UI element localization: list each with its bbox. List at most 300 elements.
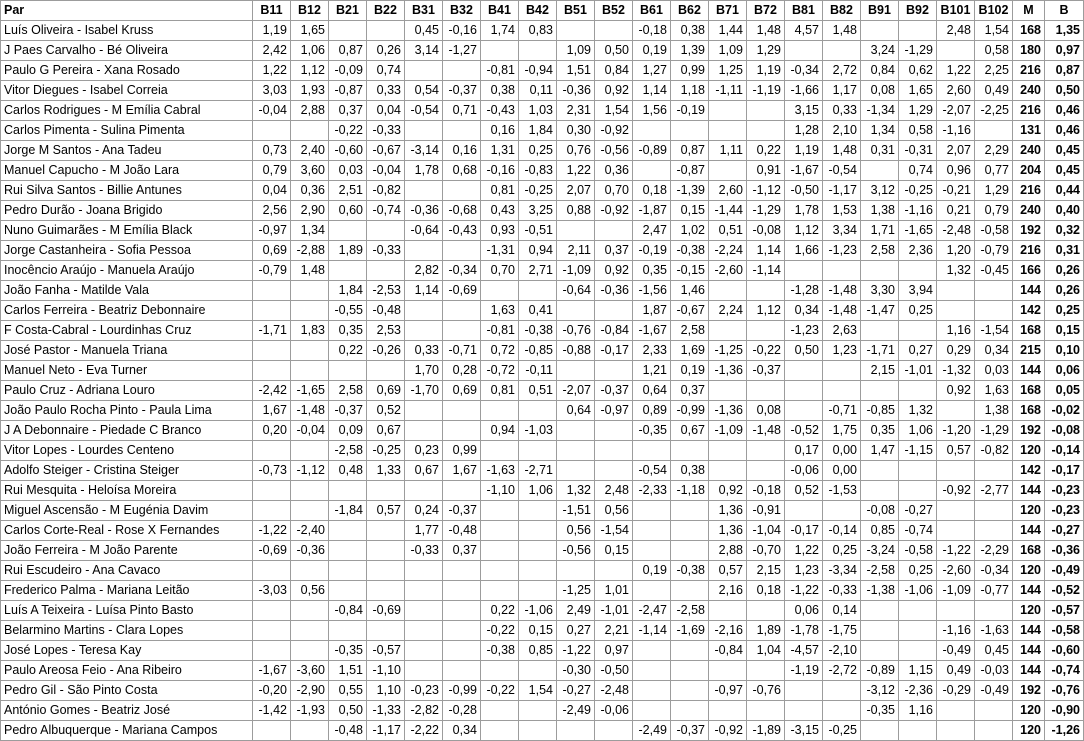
table-row: [1, 121, 1084, 141]
score-cell: [823, 681, 861, 701]
score-cell: [481, 721, 519, 741]
score-cell: 1,16: [899, 701, 937, 721]
score-cell: -0,36: [291, 541, 329, 561]
pair-name-cell: António Gomes - Beatriz José: [1, 701, 253, 721]
score-cell: [443, 61, 481, 81]
table-row: [1, 501, 1084, 521]
score-cell: [481, 701, 519, 721]
score-cell: [443, 661, 481, 681]
table-row: [1, 401, 1084, 421]
score-cell: [253, 361, 291, 381]
score-cell: -0,97: [253, 221, 291, 241]
score-cell: 1,01: [595, 581, 633, 601]
score-cell: 2,71: [519, 261, 557, 281]
column-header: B92: [899, 1, 937, 21]
score-cell: [291, 341, 329, 361]
score-cell: 1,89: [747, 621, 785, 641]
score-cell: -0,73: [253, 461, 291, 481]
table-row: [1, 61, 1084, 81]
score-cell: 1,32: [937, 261, 975, 281]
score-cell: [595, 461, 633, 481]
pair-name-cell: Nuno Guimarães - M Emília Black: [1, 221, 253, 241]
score-cell: 1,51: [557, 61, 595, 81]
score-cell: [253, 121, 291, 141]
score-cell: [253, 341, 291, 361]
score-cell: -0,76: [747, 681, 785, 701]
score-cell: [443, 481, 481, 501]
score-cell: -0,38: [481, 641, 519, 661]
score-cell: 0,23: [405, 441, 443, 461]
score-cell: [519, 281, 557, 301]
score-cell: -1,48: [747, 421, 785, 441]
score-cell: -0,35: [329, 641, 367, 661]
score-cell: 2,63: [823, 321, 861, 341]
score-cell: [405, 661, 443, 681]
score-cell: 0,52: [785, 481, 823, 501]
score-cell: 0,33: [823, 101, 861, 121]
score-cell: [291, 441, 329, 461]
score-cell: [557, 441, 595, 461]
score-cell: -3,12: [861, 681, 899, 701]
score-cell: [253, 281, 291, 301]
table-row: [1, 141, 1084, 161]
b-value-cell: 0,87: [1045, 61, 1084, 81]
score-cell: 1,38: [861, 201, 899, 221]
score-cell: [291, 281, 329, 301]
score-cell: 0,19: [633, 41, 671, 61]
table-row: [1, 461, 1084, 481]
score-cell: -0,82: [367, 181, 405, 201]
score-cell: 0,60: [329, 201, 367, 221]
score-cell: 0,71: [443, 101, 481, 121]
score-cell: -2,72: [823, 661, 861, 681]
pair-name-cell: Miguel Ascensão - M Eugénia Davim: [1, 501, 253, 521]
score-cell: [481, 581, 519, 601]
score-cell: -2,25: [975, 101, 1013, 121]
score-cell: 1,21: [633, 361, 671, 381]
score-cell: -2,58: [861, 561, 899, 581]
score-cell: 1,48: [747, 21, 785, 41]
score-cell: 0,34: [975, 341, 1013, 361]
score-cell: -1,16: [899, 201, 937, 221]
score-cell: [329, 541, 367, 561]
score-cell: [519, 581, 557, 601]
score-cell: [709, 121, 747, 141]
score-cell: 1,02: [671, 221, 709, 241]
score-cell: 0,19: [633, 561, 671, 581]
score-cell: -0,14: [823, 521, 861, 541]
column-header: B52: [595, 1, 633, 21]
score-cell: 2,51: [329, 181, 367, 201]
score-cell: -1,29: [747, 201, 785, 221]
score-cell: [443, 601, 481, 621]
score-cell: 1,27: [633, 61, 671, 81]
score-cell: -0,82: [975, 441, 1013, 461]
score-cell: 2,33: [633, 341, 671, 361]
score-cell: 1,63: [975, 381, 1013, 401]
score-cell: -0,97: [709, 681, 747, 701]
pair-name-cell: João Paulo Rocha Pinto - Paula Lima: [1, 401, 253, 421]
score-cell: -0,33: [367, 121, 405, 141]
score-cell: -0,57: [367, 641, 405, 661]
score-cell: [937, 601, 975, 621]
b-value-cell: 0,44: [1045, 181, 1084, 201]
score-cell: -3,15: [785, 721, 823, 741]
score-cell: 0,92: [595, 261, 633, 281]
score-cell: 0,18: [633, 181, 671, 201]
score-cell: [291, 121, 329, 141]
score-cell: [291, 621, 329, 641]
score-cell: 0,49: [975, 81, 1013, 101]
score-cell: [937, 501, 975, 521]
score-cell: 0,92: [937, 381, 975, 401]
score-cell: [405, 61, 443, 81]
score-cell: [481, 401, 519, 421]
table-row: [1, 421, 1084, 441]
score-cell: -2,07: [937, 101, 975, 121]
column-header: B71: [709, 1, 747, 21]
pair-name-cell: Jorge Castanheira - Sofia Pessoa: [1, 241, 253, 261]
score-cell: -1,01: [899, 361, 937, 381]
score-cell: [861, 621, 899, 641]
score-cell: 0,15: [519, 621, 557, 641]
score-cell: 2,21: [595, 621, 633, 641]
score-cell: [367, 481, 405, 501]
score-cell: 1,69: [671, 341, 709, 361]
score-cell: -3,34: [823, 561, 861, 581]
score-cell: -0,30: [557, 661, 595, 681]
score-cell: -1,14: [633, 621, 671, 641]
score-cell: 1,12: [785, 221, 823, 241]
score-cell: [861, 381, 899, 401]
score-cell: -1,17: [367, 721, 405, 741]
score-cell: 1,06: [291, 41, 329, 61]
score-cell: 1,75: [823, 421, 861, 441]
score-cell: 1,29: [975, 181, 1013, 201]
score-cell: [367, 561, 405, 581]
score-cell: [671, 641, 709, 661]
score-cell: 2,10: [823, 121, 861, 141]
score-cell: -0,11: [519, 361, 557, 381]
score-cell: 0,15: [671, 201, 709, 221]
score-cell: 1,54: [595, 101, 633, 121]
score-cell: [633, 581, 671, 601]
score-cell: 1,22: [557, 161, 595, 181]
score-cell: [329, 621, 367, 641]
score-cell: 1,34: [861, 121, 899, 141]
score-cell: -0,81: [481, 321, 519, 341]
score-cell: -1,36: [709, 401, 747, 421]
score-cell: 0,57: [367, 501, 405, 521]
score-cell: 0,45: [975, 641, 1013, 661]
column-header: B42: [519, 1, 557, 21]
score-cell: -0,16: [481, 161, 519, 181]
score-cell: 0,56: [557, 521, 595, 541]
score-cell: 1,33: [367, 461, 405, 481]
score-cell: [329, 21, 367, 41]
column-header: B51: [557, 1, 595, 21]
score-cell: [557, 461, 595, 481]
score-cell: [557, 21, 595, 41]
score-cell: 0,04: [367, 101, 405, 121]
score-cell: 2,82: [405, 261, 443, 281]
score-cell: 2,47: [633, 221, 671, 241]
b-value-cell: 1,35: [1045, 21, 1084, 41]
score-cell: 1,78: [785, 201, 823, 221]
score-cell: [633, 701, 671, 721]
score-cell: 0,49: [937, 661, 975, 681]
score-cell: [709, 601, 747, 621]
table-row: [1, 321, 1084, 341]
score-cell: -0,52: [785, 421, 823, 441]
m-value-cell: 216: [1013, 241, 1045, 261]
table-row: [1, 601, 1084, 621]
m-value-cell: 168: [1013, 381, 1045, 401]
score-cell: -0,92: [595, 201, 633, 221]
score-cell: -2,16: [709, 621, 747, 641]
table-row: [1, 681, 1084, 701]
b-value-cell: -0,60: [1045, 641, 1084, 661]
score-cell: -3,03: [253, 581, 291, 601]
column-header: M: [1013, 1, 1045, 21]
score-cell: [633, 441, 671, 461]
score-cell: -2,90: [291, 681, 329, 701]
score-cell: 0,37: [671, 381, 709, 401]
b-value-cell: -0,17: [1045, 461, 1084, 481]
score-cell: 0,81: [481, 181, 519, 201]
score-cell: [481, 501, 519, 521]
score-cell: 2,25: [975, 61, 1013, 81]
score-cell: [329, 521, 367, 541]
score-cell: [557, 221, 595, 241]
score-cell: -2,40: [291, 521, 329, 541]
score-cell: -1,22: [557, 641, 595, 661]
score-cell: 0,48: [329, 461, 367, 481]
score-cell: 0,92: [595, 81, 633, 101]
score-cell: [861, 321, 899, 341]
score-cell: -0,88: [557, 341, 595, 361]
score-cell: -1,09: [557, 261, 595, 281]
m-value-cell: 168: [1013, 21, 1045, 41]
score-cell: [937, 461, 975, 481]
m-value-cell: 168: [1013, 541, 1045, 561]
score-cell: 3,60: [291, 161, 329, 181]
score-cell: 0,14: [823, 601, 861, 621]
score-cell: -0,22: [481, 621, 519, 641]
score-cell: 0,38: [481, 81, 519, 101]
b-value-cell: -0,27: [1045, 521, 1084, 541]
m-value-cell: 120: [1013, 701, 1045, 721]
score-cell: [975, 701, 1013, 721]
score-cell: [291, 361, 329, 381]
score-cell: [633, 541, 671, 561]
score-cell: -0,84: [329, 601, 367, 621]
table-row: [1, 361, 1084, 381]
b-value-cell: -0,57: [1045, 601, 1084, 621]
score-cell: [481, 661, 519, 681]
score-cell: 0,22: [747, 141, 785, 161]
score-cell: -1,03: [519, 421, 557, 441]
score-cell: -2,10: [823, 641, 861, 661]
column-header: B82: [823, 1, 861, 21]
score-cell: 0,56: [291, 581, 329, 601]
score-cell: [367, 621, 405, 641]
score-cell: 0,00: [823, 461, 861, 481]
score-cell: -0,20: [253, 681, 291, 701]
pair-name-cell: José Pastor - Manuela Triana: [1, 341, 253, 361]
b-value-cell: 0,46: [1045, 121, 1084, 141]
score-cell: [899, 621, 937, 641]
score-cell: -0,18: [747, 481, 785, 501]
m-value-cell: 120: [1013, 561, 1045, 581]
score-cell: -0,37: [443, 81, 481, 101]
b-value-cell: 0,10: [1045, 341, 1084, 361]
score-cell: 0,27: [899, 341, 937, 361]
score-cell: 0,50: [785, 341, 823, 361]
m-value-cell: 180: [1013, 41, 1045, 61]
table-row: [1, 381, 1084, 401]
score-cell: 0,92: [709, 481, 747, 501]
score-cell: 0,58: [975, 41, 1013, 61]
score-cell: [861, 21, 899, 41]
score-cell: 1,14: [405, 281, 443, 301]
score-cell: -0,89: [633, 141, 671, 161]
score-cell: [519, 401, 557, 421]
score-cell: [557, 561, 595, 581]
score-cell: 1,70: [405, 361, 443, 381]
score-cell: 0,43: [481, 201, 519, 221]
score-cell: 0,57: [709, 561, 747, 581]
pair-name-cell: Inocêncio Araújo - Manuela Araújo: [1, 261, 253, 281]
score-cell: [557, 421, 595, 441]
score-cell: 0,17: [785, 441, 823, 461]
column-header: B12: [291, 1, 329, 21]
score-cell: -1,65: [899, 221, 937, 241]
score-cell: -1,84: [329, 501, 367, 521]
score-cell: [671, 441, 709, 461]
score-cell: 0,35: [329, 321, 367, 341]
score-cell: -1,12: [291, 461, 329, 481]
score-cell: -0,76: [557, 321, 595, 341]
score-cell: -0,31: [899, 141, 937, 161]
table-row: [1, 621, 1084, 641]
score-cell: 2,40: [291, 141, 329, 161]
table-row: [1, 41, 1084, 61]
score-cell: -2,58: [671, 601, 709, 621]
score-cell: -0,81: [481, 61, 519, 81]
column-header: B11: [253, 1, 291, 21]
score-cell: 2,29: [975, 141, 1013, 161]
score-cell: -2,33: [633, 481, 671, 501]
score-cell: [709, 661, 747, 681]
b-value-cell: -0,36: [1045, 541, 1084, 561]
score-cell: -1,17: [823, 181, 861, 201]
score-cell: [861, 601, 899, 621]
score-cell: 0,84: [595, 61, 633, 81]
column-header: B91: [861, 1, 899, 21]
score-cell: -1,56: [633, 281, 671, 301]
score-cell: -0,74: [367, 201, 405, 221]
column-header: B81: [785, 1, 823, 21]
score-cell: [367, 521, 405, 541]
score-cell: [823, 381, 861, 401]
score-cell: 0,33: [367, 81, 405, 101]
score-cell: [405, 301, 443, 321]
b-value-cell: 0,45: [1045, 161, 1084, 181]
score-cell: 0,22: [481, 601, 519, 621]
score-cell: 1,22: [253, 61, 291, 81]
table-row: [1, 201, 1084, 221]
table-row: [1, 101, 1084, 121]
score-cell: -1,33: [367, 701, 405, 721]
b-value-cell: -0,74: [1045, 661, 1084, 681]
score-cell: -2,47: [633, 601, 671, 621]
score-cell: 1,63: [481, 301, 519, 321]
score-cell: [975, 121, 1013, 141]
score-cell: -1,78: [785, 621, 823, 641]
score-cell: 1,56: [633, 101, 671, 121]
m-value-cell: 166: [1013, 261, 1045, 281]
score-cell: [633, 121, 671, 141]
score-cell: 0,35: [633, 261, 671, 281]
score-cell: [595, 441, 633, 461]
score-cell: -0,36: [405, 201, 443, 221]
score-cell: -0,83: [519, 161, 557, 181]
score-cell: 0,25: [899, 561, 937, 581]
score-cell: 2,15: [861, 361, 899, 381]
score-cell: 1,48: [823, 141, 861, 161]
pair-name-cell: J Paes Carvalho - Bé Oliveira: [1, 41, 253, 61]
score-cell: [405, 121, 443, 141]
score-cell: [709, 161, 747, 181]
score-cell: 0,85: [519, 641, 557, 661]
m-value-cell: 144: [1013, 581, 1045, 601]
score-cell: [747, 441, 785, 461]
score-cell: [329, 361, 367, 381]
column-header: B21: [329, 1, 367, 21]
score-cell: -1,25: [557, 581, 595, 601]
score-cell: -0,51: [519, 221, 557, 241]
pair-name-cell: Adolfo Steiger - Cristina Steiger: [1, 461, 253, 481]
pair-name-cell: Carlos Rodrigues - M Emília Cabral: [1, 101, 253, 121]
score-cell: [747, 601, 785, 621]
score-cell: [747, 121, 785, 141]
score-cell: 2,72: [823, 61, 861, 81]
m-value-cell: 168: [1013, 321, 1045, 341]
score-cell: [481, 521, 519, 541]
table-row: [1, 701, 1084, 721]
score-cell: 0,93: [481, 221, 519, 241]
score-cell: -2,42: [253, 381, 291, 401]
m-value-cell: 168: [1013, 401, 1045, 421]
table-row: [1, 521, 1084, 541]
score-cell: 1,06: [519, 481, 557, 501]
score-cell: [405, 641, 443, 661]
score-cell: -0,25: [519, 181, 557, 201]
score-cell: 2,56: [253, 201, 291, 221]
score-cell: -0,68: [443, 201, 481, 221]
score-cell: 0,76: [557, 141, 595, 161]
score-cell: 3,12: [861, 181, 899, 201]
score-cell: -0,85: [519, 341, 557, 361]
score-cell: 0,69: [253, 241, 291, 261]
m-value-cell: 192: [1013, 681, 1045, 701]
score-cell: 1,15: [899, 661, 937, 681]
score-cell: 3,34: [823, 221, 861, 241]
score-cell: [443, 241, 481, 261]
score-cell: 1,87: [633, 301, 671, 321]
score-cell: 1,65: [291, 21, 329, 41]
